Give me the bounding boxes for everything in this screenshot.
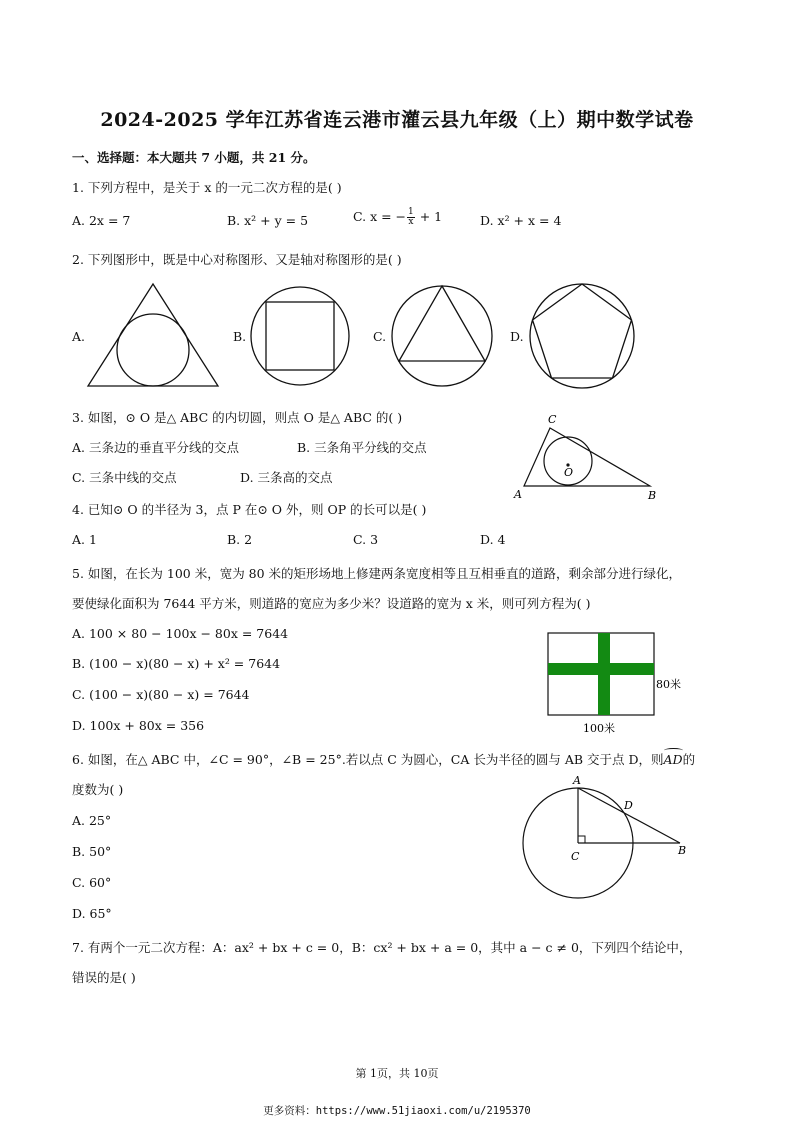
q1-fraction-den: x (408, 217, 414, 227)
q6-option-c: C. 60° (72, 875, 112, 890)
label-o: O (564, 466, 574, 479)
q7-stem-line1: 7. 有两个一元二次方程：A：ax² + bx + c = 0，B：cx² + bx + a = 0，其中 a − c ≠ 0，下列四个结论中， (72, 940, 692, 955)
arc-mark (664, 748, 683, 753)
q7-stem-line2: 错误的是( ) (72, 970, 136, 985)
label-d: D (624, 799, 633, 812)
q1-stem: 1. 下列方程中，是关于 x 的一元二次方程的是( ) (72, 180, 342, 195)
q2-figure-c (388, 284, 500, 390)
q2-option-c: C. (373, 329, 387, 344)
q2-figure-b (248, 284, 358, 389)
label-c: C (548, 413, 557, 426)
q4-stem: 4. 已知⊙ O 的半径为 3，点 P 在⊙ O 外，则 OP 的长可以是( ) (72, 502, 427, 517)
source-link[interactable]: 更多资料：https://www.51jiaoxi.com/u/2195370 (263, 1105, 531, 1117)
q2-option-a: A. (72, 329, 86, 344)
q4-option-c: C. 3 (353, 532, 379, 547)
q1-fraction-num: 1 (408, 207, 414, 217)
height-label: 80米 (656, 678, 681, 691)
q3-stem: 3. 如图，⊙ O 是△ ABC 的内切圆，则点 O 是△ ABC 的( ) (72, 410, 403, 425)
q5-option-b: B. (100 − x)(80 − x) + x² = 7644 (72, 656, 281, 671)
q2-option-d: D. (510, 329, 524, 344)
q2-option-b: B. (233, 329, 247, 344)
q4-option-a: A. 1 (72, 532, 97, 547)
label-b: B (648, 489, 657, 502)
q6-stem-line2: 度数为( ) (72, 782, 124, 797)
q2-figure-d (526, 282, 640, 392)
arc-ad (664, 752, 683, 767)
circle-shape (530, 284, 634, 388)
q6-figure (520, 772, 700, 904)
q1-option-a: A. 2x = 7 (72, 213, 131, 228)
q1-option-c (353, 208, 442, 227)
q5-stem-line1: 5. 如图，在长为 100 米，宽为 80 米的矩形场地上修建两条宽度相等且互相垂直的道路，剩余部分进行绿化， (72, 566, 682, 581)
q3-figure (508, 408, 668, 503)
label-b: B (678, 844, 687, 857)
triangle-shape (88, 284, 218, 386)
width-label: 100米 (583, 722, 615, 735)
q1-option-c-prefix: C. x = − (353, 209, 407, 224)
arc-label: AD (663, 752, 683, 767)
q6-stem-line1 (72, 750, 695, 768)
q4-option-b: B. 2 (227, 532, 253, 547)
q2-figure-a (85, 280, 225, 390)
q3-option-a: A. 三条边的垂直平分线的交点 (72, 440, 239, 455)
q6-stem-text: 6. 如图，在△ ABC 中，∠C = 90°，∠B = 25°.若以点 C 为圆心，CA 长为半径的圆与 AB 交于点 D，则 (72, 752, 664, 767)
vertical-road (598, 633, 610, 715)
q3-option-b: B. 三条角平分线的交点 (297, 440, 427, 455)
label-c: C (571, 850, 580, 863)
label-a: A (573, 774, 581, 787)
segment-ab (578, 788, 680, 843)
q1-option-c-suffix: + 1 (415, 209, 443, 224)
q2-stem: 2. 下列图形中，既是中心对称图形、又是轴对称图形的是( ) (72, 252, 402, 267)
q5-option-a: A. 100 × 80 − 100x − 80x = 7644 (72, 626, 289, 641)
q5-stem-line2: 要使绿化面积为 7644 平方米，则道路的宽应为多少米？设道路的宽为 x 米，则可列方程为( ) (72, 596, 591, 611)
q1-option-d: D. x² + x = 4 (480, 213, 562, 228)
q6-option-d: D. 65° (72, 906, 112, 921)
q3-option-d: D. 三条高的交点 (240, 470, 333, 485)
circle-shape (392, 286, 492, 386)
label-a: A (514, 488, 522, 501)
q1-fraction (407, 208, 415, 227)
q4-option-d: D. 4 (480, 532, 506, 547)
right-angle-mark (578, 836, 585, 843)
q6-option-b: B. 50° (72, 844, 112, 859)
triangle-abc (524, 428, 650, 486)
page-title: 2024-2025 学年江苏省连云港市灌云县九年级（上）期中数学试卷 (100, 109, 694, 131)
q5-figure (546, 630, 696, 740)
circle-shape (117, 314, 189, 386)
q1-option-b: B. x² + y = 5 (227, 213, 309, 228)
q5-option-c: C. (100 − x)(80 − x) = 7644 (72, 687, 250, 702)
q6-option-a: A. 25° (72, 813, 112, 828)
q3-option-c: C. 三条中线的交点 (72, 470, 177, 485)
page-footer: 第 1页，共 10页 (355, 1067, 439, 1080)
q5-option-d: D. 100x + 80x = 356 (72, 718, 205, 733)
q6-stem-end: 的 (682, 752, 696, 767)
square-shape (266, 302, 334, 370)
section-heading: 一、选择题：本大题共 7 小题，共 21 分。 (72, 150, 316, 165)
triangle-shape (399, 286, 485, 361)
